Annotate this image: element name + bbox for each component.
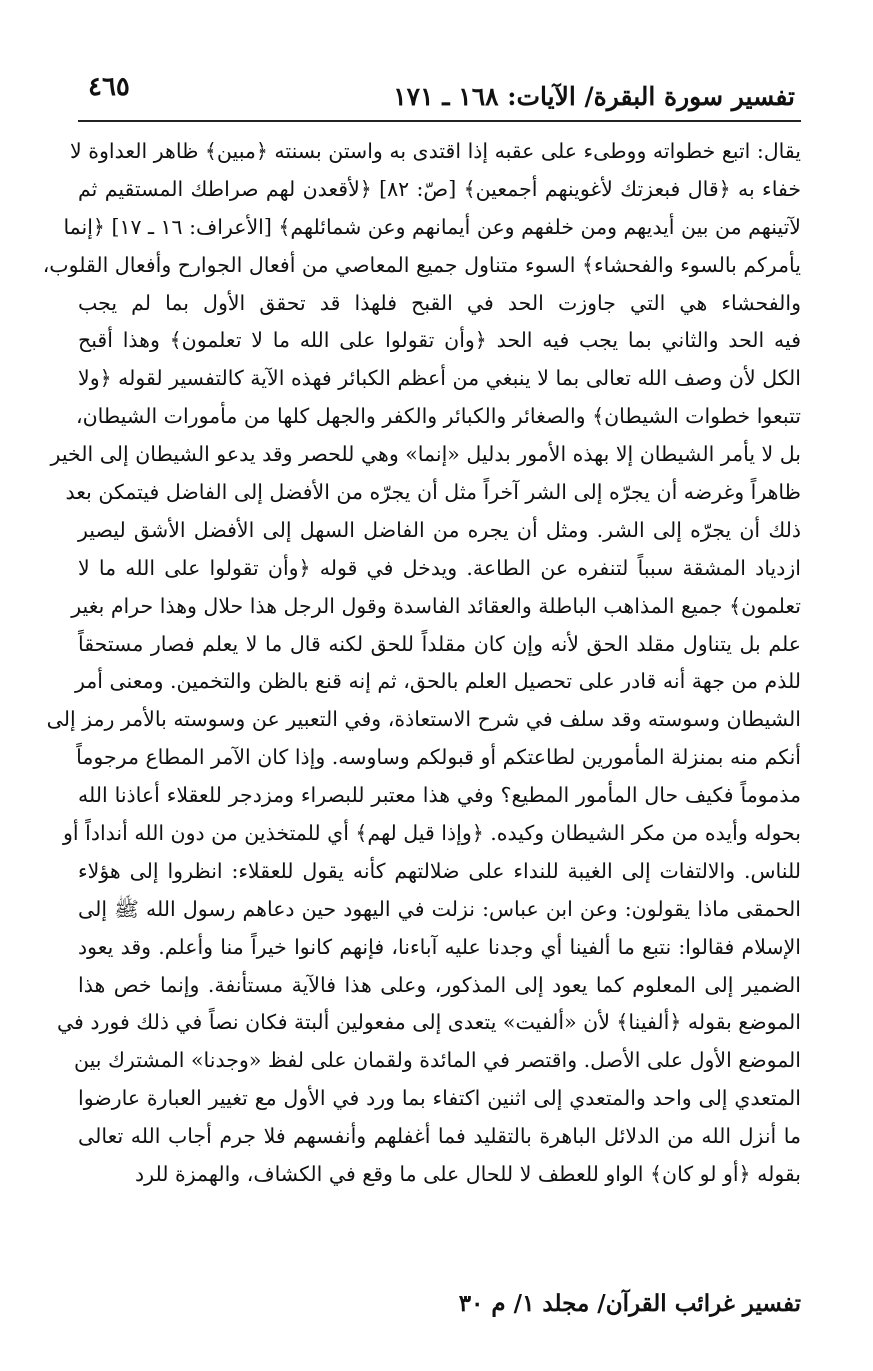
text-line: خفاء به ﴿قال فبعزتك لأغوينهم أجمعين﴾ [صّ: ٨٢] ﴿لأقعدن لهم صراطك المستقيم ثم <box>78 176 801 201</box>
text-line: الإسلام فقالوا: نتبع ما ألفينا أي وجدنا عليه آباءنا، فإنهم كانوا خيراً منا وأعلم. وقد يعود <box>78 934 801 959</box>
text-line: ازدياد المشقة سبباً لتنفره عن الطاعة. ويدخل في قوله ﴿وأن تقولوا على الله ما لا <box>78 555 801 580</box>
body-text <box>42 133 801 1194</box>
text-line: للناس. والالتفات إلى الغيبة للنداء على ضلالتهم كأنه يقول للعقلاء: انظروا إلى هؤلاء <box>78 858 801 883</box>
text-line: بحوله وأيده من مكر الشيطان وكيده. ﴿وإذا قيل لهم﴾ أي للمتخذين من دون الله أنداداً أو <box>63 821 801 846</box>
text-line: ظاهراً وغرضه أن يجرّه إلى الشر آخراً مثل أن يجرّه من الأفضل إلى الفاضل فيتمكن بعد <box>65 480 801 505</box>
text-line: الموضع الأول على الأصل. واقتصر في المائدة ولقمان على لفظ «وجدنا» المشترك بين <box>73 1048 801 1073</box>
text-line: يأمركم بالسوء والفحشاء﴾ السوء متناول جميع المعاصي من أفعال الجوارح وأفعال القلوب، <box>42 252 801 277</box>
text-line: بل لا يأمر الشيطان إلا بهذه الأمور بدليل «إنما» وهي للحصر وقد يدعو الشيطان إلى الخير <box>50 442 801 467</box>
text-line: يقال: اتبع خطواته ووطىء على عقبه إذا اقتدى به واستن بسنته ﴿مبين﴾ ظاهر العداوة لا <box>70 139 801 163</box>
text-line: تعلمون﴾ جميع المذاهب الباطلة والعقائد الفاسدة وقول الرجل هذا حلال وهذا حرام بغير <box>71 593 801 618</box>
text-line: تتبعوا خطوات الشيطان﴾ والصغائر والكبائر والكفر والجهل كلها من مأمورات الشيطان، <box>76 404 801 429</box>
text-line: علم بل يتناول مقلد الحق لأنه وإن كان مقلداً للحق لكنه قال ما لا يعلم فصار مستحقاً <box>78 631 801 656</box>
page-number: ٤٦٥ <box>88 72 130 102</box>
page-header <box>78 68 801 122</box>
page-signature: تفسير غرائب القرآن/ مجلد ١/ م ٣٠ <box>458 1290 801 1317</box>
text-line: لآتينهم من بين أيديهم ومن خلفهم وعن أيمانهم وعن شمائلهم﴾ [الأعراف: ١٦ ـ ١٧] ﴿إنما <box>63 214 801 239</box>
text-line: فيه الحد والثاني بما يجب فيه الحد ﴿وأن تقولوا على الله ما لا تعلمون﴾ وهذا أقبح <box>78 328 801 353</box>
text-line: الضمير إلى المعلوم كما يعود إلى المذكور، وعلى هذا فالآية مستأنفة. وإنما خص هذا <box>78 972 801 997</box>
text-line: أنكم منه بمنزلة المأمورين لطاعتكم أو قبولكم وساوسه. وإذا كان الآمر المطاع مرجوماً <box>76 745 801 770</box>
text-line: مذموماً فكيف حال المأمور المطيع؟ وفي هذا معتبر للبصراء ومزدجر للعقلاء أعاذنا الله <box>78 783 801 808</box>
text-line: ما أنزل الله من الدلائل الباهرة بالتقليد فما أغفلهم وأنفسهم فلا جرم أجاب الله تعالى <box>78 1124 801 1149</box>
text-line: للذم من جهة أنه قادر على تحصيل العلم بالحق، ثم إنه قنع بالظن والتخمين. ومعنى أمر <box>74 669 801 694</box>
text-line: الكل لأن وصف الله تعالى بما لا ينبغي من أعظم الكبائر فهذه الآية كالتفسير لقوله ﴿ولا <box>78 366 801 391</box>
text-line: الشيطان وسوسته وقد سلف في شرح الاستعاذة، وفي التعبير عن وسوسته بالأمر رمز إلى <box>46 707 801 732</box>
text-line: المتعدي إلى واحد والمتعدي إلى اثنين اكتفاء بما ورد في الأول مع تغيير العبارة عارضوا <box>78 1086 801 1111</box>
text-line: الحمقى ماذا يقولون: وعن ابن عباس: نزلت في اليهود حين دعاهم رسول الله ﷺ إلى <box>78 896 801 921</box>
running-title: تفسير سورة البقرة/ الآيات: ١٦٨ ـ ١٧١ <box>393 82 795 111</box>
text-line: والفحشاء هي التي جاوزت الحد في القبح فلهذا قد تحقق الأول بما لم يجب <box>78 290 801 315</box>
text-line: الموضع بقوله ﴿ألفينا﴾ لأن «ألفيت» يتعدى إلى مفعولين ألبتة فكان نصاً في ذلك فورد في <box>56 1010 801 1035</box>
text-line: بقوله ﴿أو لو كان﴾ الواو للعطف لا للحال على ما وقع في الكشاف، والهمزة للرد <box>135 1162 801 1187</box>
text-line: ذلك أن يجرّه إلى الشر. ومثل أن يجره من الفاضل السهل إلى الأفضل الأشق ليصير <box>78 517 801 542</box>
